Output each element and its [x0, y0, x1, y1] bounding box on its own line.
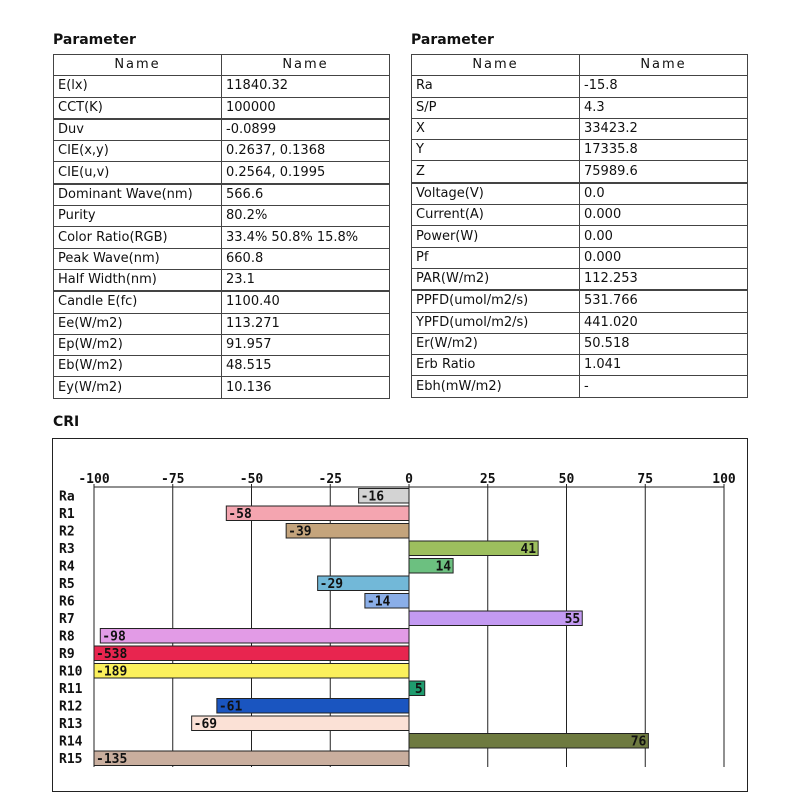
x-tick-label: 75	[637, 472, 654, 487]
parameter-value-cell: 0.0	[580, 183, 748, 205]
table-row	[54, 291, 390, 313]
parameter-value-cell: 0.00	[580, 226, 748, 247]
parameter-name-cell: Candle E(fc)	[54, 291, 222, 313]
parameter-value-cell: 50.518	[580, 333, 748, 354]
category-label: R15	[59, 752, 83, 767]
x-tick-label: -100	[78, 472, 110, 487]
parameter-name-cell: Pf	[412, 247, 580, 268]
cri-chart	[53, 439, 747, 791]
left-parameter-table	[53, 54, 390, 399]
table-row	[412, 247, 748, 268]
cri-chart-title: CRI	[53, 414, 80, 430]
table-row	[54, 356, 390, 377]
category-label: R3	[59, 542, 75, 557]
category-label: R2	[59, 524, 75, 540]
x-tick-label: 100	[712, 472, 736, 487]
table-row	[412, 355, 748, 376]
parameter-value-cell: 0.2564, 0.1995	[222, 162, 390, 184]
bar-value-label: 76	[630, 734, 647, 750]
table-row	[54, 184, 390, 206]
parameter-value-cell: 17335.8	[580, 140, 748, 161]
parameter-name-cell: Power(W)	[412, 226, 580, 247]
table-row	[412, 290, 748, 312]
parameter-name-cell: CCT(K)	[54, 97, 222, 119]
table-row	[54, 76, 390, 97]
left-table-title: Parameter	[53, 32, 136, 48]
category-label: R8	[59, 629, 75, 645]
table-row	[54, 206, 390, 227]
parameter-value-cell: -	[580, 376, 748, 397]
parameter-value-cell: -0.0899	[222, 119, 390, 141]
bar-value-label: -69	[193, 717, 218, 732]
cri-bar	[409, 541, 538, 556]
cri-bar	[226, 506, 409, 521]
table-row	[412, 226, 748, 247]
table-row	[412, 76, 748, 97]
parameter-name-cell: S/P	[412, 97, 580, 118]
table-row	[54, 227, 390, 248]
x-tick-label: -50	[239, 472, 264, 487]
parameter-name-cell: Duv	[54, 119, 222, 141]
cri-bar	[409, 734, 648, 749]
table-row	[54, 334, 390, 355]
table-row	[412, 161, 748, 183]
parameter-value-cell: 100000	[222, 97, 390, 119]
bar-value-label: -39	[288, 524, 312, 540]
parameter-value-cell: 566.6	[222, 184, 390, 206]
column-header: Name	[412, 55, 580, 76]
parameter-value-cell: 80.2%	[222, 206, 390, 227]
parameter-value-cell: 23.1	[222, 269, 390, 291]
bar-value-label: 55	[564, 612, 581, 627]
parameter-value-cell: 33.4% 50.8% 15.8%	[222, 227, 390, 248]
table-row	[412, 97, 748, 118]
parameter-value-cell: 33423.2	[580, 118, 748, 139]
table-row	[412, 376, 748, 397]
cri-bar	[217, 699, 409, 714]
table-row	[54, 248, 390, 269]
parameter-name-cell: Z	[412, 161, 580, 183]
table-row	[412, 333, 748, 354]
category-label: Ra	[59, 489, 75, 505]
table-row	[412, 118, 748, 139]
category-label: R14	[59, 734, 83, 750]
parameter-name-cell: Peak Wave(nm)	[54, 248, 222, 269]
column-header: Name	[54, 55, 222, 76]
cri-bar	[94, 751, 409, 766]
parameter-name-cell: Color Ratio(RGB)	[54, 227, 222, 248]
parameter-value-cell: 75989.6	[580, 161, 748, 183]
parameter-value-cell: 441.020	[580, 312, 748, 333]
right-table-title: Parameter	[411, 32, 494, 48]
parameter-value-cell: 1100.40	[222, 291, 390, 313]
parameter-name-cell: Ebh(mW/m2)	[412, 376, 580, 397]
parameter-name-cell: Eb(W/m2)	[54, 356, 222, 377]
parameter-value-cell: 0.2637, 0.1368	[222, 141, 390, 162]
parameter-name-cell: Dominant Wave(nm)	[54, 184, 222, 206]
parameter-name-cell: Half Width(nm)	[54, 269, 222, 291]
table-row	[412, 268, 748, 290]
parameter-name-cell: PAR(W/m2)	[412, 268, 580, 290]
category-label: R9	[59, 647, 75, 662]
bar-value-label: -135	[96, 752, 128, 767]
bar-value-label: 5	[414, 682, 423, 697]
parameter-value-cell: 11840.32	[222, 76, 390, 97]
bar-value-label: -98	[102, 629, 126, 645]
parameter-name-cell: E(lx)	[54, 76, 222, 97]
category-label: R1	[59, 507, 75, 522]
table-row	[54, 313, 390, 334]
category-label: R6	[59, 594, 75, 610]
parameter-value-cell: 1.041	[580, 355, 748, 376]
parameter-name-cell: Ep(W/m2)	[54, 334, 222, 355]
category-label: R10	[59, 664, 83, 680]
parameter-name-cell: Current(A)	[412, 205, 580, 226]
x-tick-label: 25	[479, 472, 496, 487]
parameter-value-cell: 531.766	[580, 290, 748, 312]
parameter-value-cell: 4.3	[580, 97, 748, 118]
category-label: R12	[59, 699, 83, 715]
bar-value-label: -14	[366, 594, 391, 610]
bar-value-label: -538	[96, 647, 128, 662]
parameter-name-cell: PPFD(umol/m2/s)	[412, 290, 580, 312]
table-row	[54, 97, 390, 119]
parameter-name-cell: Erb Ratio	[412, 355, 580, 376]
category-label: R11	[59, 682, 83, 697]
parameter-value-cell: 48.515	[222, 356, 390, 377]
parameter-name-cell: X	[412, 118, 580, 139]
category-label: R13	[59, 717, 83, 732]
category-label: R4	[59, 559, 75, 575]
parameter-value-cell: 660.8	[222, 248, 390, 269]
table-row	[54, 141, 390, 162]
parameter-name-cell: Er(W/m2)	[412, 333, 580, 354]
table-row	[54, 162, 390, 184]
table-row	[54, 377, 390, 398]
cri-bar	[94, 646, 409, 661]
cri-bar	[94, 664, 409, 679]
cri-bar	[192, 716, 409, 731]
cri-bar	[100, 629, 409, 644]
table-row	[412, 205, 748, 226]
bar-value-label: -58	[228, 507, 252, 522]
parameter-name-cell: Purity	[54, 206, 222, 227]
x-tick-label: 50	[558, 472, 575, 487]
parameter-name-cell: Ra	[412, 76, 580, 97]
x-tick-label: -75	[161, 472, 185, 487]
parameter-name-cell: Voltage(V)	[412, 183, 580, 205]
category-label: R5	[59, 577, 75, 592]
parameter-value-cell: 10.136	[222, 377, 390, 398]
parameter-value-cell: 113.271	[222, 313, 390, 334]
parameter-value-cell: 0.000	[580, 247, 748, 268]
parameter-value-cell: -15.8	[580, 76, 748, 97]
parameter-value-cell: 0.000	[580, 205, 748, 226]
cri-chart-frame	[52, 438, 748, 792]
cri-bar	[409, 611, 582, 626]
bar-value-label: -189	[96, 664, 128, 680]
parameter-name-cell: YPFD(umol/m2/s)	[412, 312, 580, 333]
table-row	[54, 269, 390, 291]
column-header: Name	[222, 55, 390, 76]
parameter-name-cell: CIE(u,v)	[54, 162, 222, 184]
parameter-name-cell: Ey(W/m2)	[54, 377, 222, 398]
parameter-name-cell: CIE(x,y)	[54, 141, 222, 162]
x-tick-label: 0	[405, 472, 413, 487]
parameter-value-cell: 91.957	[222, 334, 390, 355]
bar-value-label: -29	[319, 577, 344, 592]
table-row	[412, 183, 748, 205]
right-parameter-table	[411, 54, 748, 398]
column-header: Name	[580, 55, 748, 76]
bar-value-label: -61	[218, 699, 243, 715]
parameter-value-cell: 112.253	[580, 268, 748, 290]
parameter-name-cell: Y	[412, 140, 580, 161]
table-row	[412, 140, 748, 161]
parameter-name-cell: Ee(W/m2)	[54, 313, 222, 334]
table-row	[54, 119, 390, 141]
bar-value-label: 41	[520, 542, 537, 557]
category-label: R7	[59, 612, 75, 627]
bar-value-label: 14	[435, 559, 452, 575]
bar-value-label: -16	[360, 489, 385, 505]
x-tick-label: -25	[318, 472, 342, 487]
table-row	[412, 312, 748, 333]
